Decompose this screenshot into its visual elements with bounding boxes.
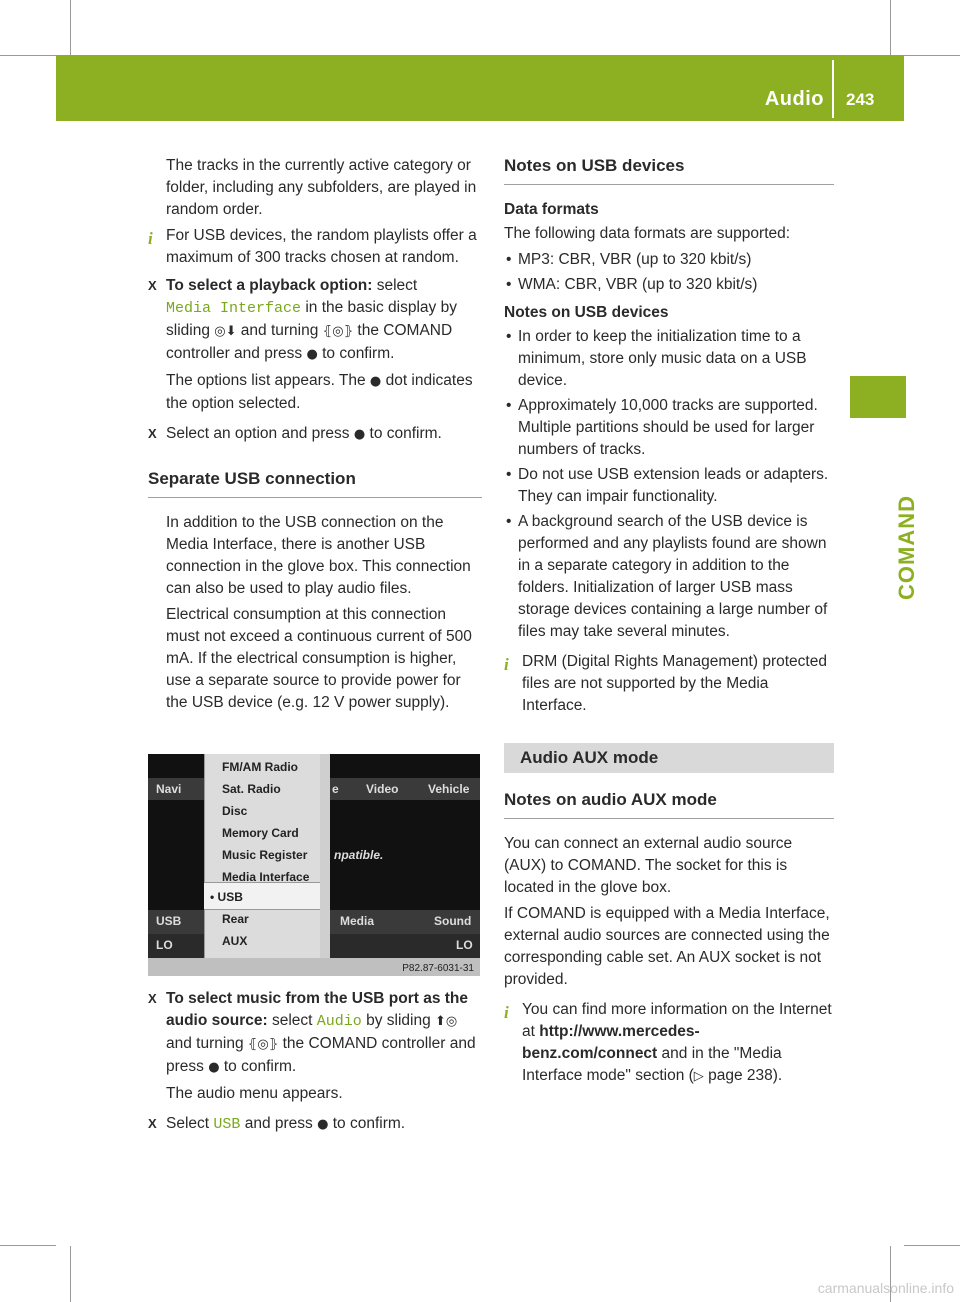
menu-term: USB [213, 1116, 241, 1133]
bullet-icon: • [506, 251, 512, 268]
info-icon: i [504, 1003, 509, 1022]
header-divider [832, 60, 834, 118]
arrow-icon: X [148, 426, 157, 441]
image-code: P82.87-6031-31 [402, 963, 474, 974]
left-column-bottom [148, 988, 482, 1140]
step-item [148, 275, 482, 415]
result-text: The audio menu appears. [166, 1085, 343, 1102]
step-text: select [267, 1012, 317, 1029]
screen-menu-item: Disc [222, 804, 248, 818]
step-text: the COMAND controller and press [166, 322, 453, 362]
info-text: For USB devices, the random playlists offer a maximum of 300 tracks chosen at random. [166, 227, 477, 266]
crop-mark [904, 1245, 960, 1246]
turn-controller-icon: ⦃◎⦄ [322, 324, 354, 339]
menu-term: Media Interface [166, 300, 302, 317]
info-text: You can find more information on the Internet at [522, 1001, 832, 1040]
press-controller-icon: ● [353, 427, 366, 442]
crop-mark [904, 55, 960, 56]
subheading: Data formats [504, 201, 599, 218]
crop-mark [70, 0, 71, 55]
section-heading: Notes on audio AUX mode [504, 789, 834, 819]
screen-menu-item: Rear [222, 912, 249, 926]
step-item [148, 423, 482, 446]
page-number: 243 [846, 90, 875, 109]
list-item [506, 511, 834, 643]
crop-mark [890, 0, 891, 55]
step-text: in the basic display by sliding [166, 299, 457, 339]
step-text: by sliding [361, 1012, 435, 1029]
press-controller-icon: ● [317, 1117, 329, 1132]
left-column [148, 155, 482, 718]
info-icon: i [504, 655, 509, 674]
screen-tab-media: Media [340, 914, 375, 928]
paragraph: The tracks in the currently active category or folder, including any subfolders, are played in random order. [166, 157, 477, 218]
side-tab [850, 376, 906, 418]
slide-up-icon: ⬆◎ [435, 1014, 458, 1029]
list-item [506, 464, 834, 508]
list-item-text: WMA: CBR, VBR (up to 320 kbit/s) [518, 276, 758, 293]
list-item-text: MP3: CBR, VBR (up to 320 kbit/s) [518, 251, 752, 268]
crop-mark [0, 1245, 56, 1246]
step-text: and turning [236, 322, 323, 339]
info-text: and in the "Media Interface mode" section ( [522, 1045, 782, 1084]
step-text: to confirm. [317, 345, 395, 362]
paragraph: If COMAND is equipped with a Media Interface, external audio sources are connected using the corresponding cable set. An AUX socket is not provided. [504, 905, 830, 988]
screen-menu-item: Music Register [222, 848, 308, 862]
screen-menu-item: FM/AM Radio [222, 760, 298, 774]
step-item [148, 1113, 482, 1136]
press-controller-icon: ● [208, 1060, 220, 1075]
step-text: select [372, 277, 418, 294]
screen-tab-usb: USB [156, 914, 182, 928]
bullet-icon: • [506, 397, 512, 414]
paragraph: In addition to the USB connection on the Media Interface, there is another USB connection in the glove box. This connection can also be used to play audio files. [166, 514, 471, 597]
section-heading: Notes on USB devices [504, 155, 834, 185]
watermark: carmanualsonline.info [817, 1280, 954, 1296]
step-text: to confirm. [365, 425, 442, 442]
list-item [506, 395, 834, 461]
screen-tab-video: Video [366, 782, 399, 796]
list-item [506, 326, 834, 392]
step-text: Select [166, 1115, 214, 1132]
screen-scrollbar [320, 754, 330, 958]
crop-mark [0, 55, 56, 56]
menu-term: Audio [316, 1013, 362, 1030]
list-item [506, 274, 834, 296]
side-tab-label: COMAND [894, 495, 919, 600]
screen-menu-item: Media Interface [222, 870, 310, 884]
step-item [148, 988, 482, 1105]
step-label: To select music from the USB port as the audio source: [166, 990, 469, 1029]
arrow-icon: X [148, 1116, 157, 1131]
chapter-heading: Audio AUX mode [504, 743, 834, 773]
screen-menu-item: • USB [210, 890, 243, 904]
arrow-icon: X [148, 991, 157, 1006]
screen-menu-item: Memory Card [222, 826, 299, 840]
list-item-text: Do not use USB extension leads or adapters. They can impair functionality. [518, 466, 829, 505]
paragraph: You can connect an external audio source (AUX) to COMAND. The socket for this is located in the glove box. [504, 835, 793, 896]
step-label: To select a playback option: [166, 277, 373, 294]
turn-controller-icon: ⦃◎⦄ [247, 1037, 279, 1052]
list-item-text: In order to keep the initialization time to a minimum, store only music data on a USB device. [518, 328, 807, 389]
screen-message: npatible. [334, 848, 384, 862]
arrow-icon: X [148, 278, 157, 293]
info-note [504, 999, 834, 1088]
subheading: Notes on USB devices [504, 304, 669, 321]
paragraph: Electrical consumption at this connection must not exceed a continuous current of 500 mA. If the electrical consumption is higher, use a separate source to provide power for the USB device (e.g. 12 V power supply). [166, 606, 472, 711]
step-text: Select an option and press [166, 425, 354, 442]
info-text: page 238). [703, 1067, 783, 1084]
result-text: dot indicates the option selected. [166, 372, 473, 412]
bullet-icon: • [506, 513, 512, 530]
comand-screen-image [148, 754, 480, 976]
result-text: The options list appears. The [166, 372, 370, 389]
screen-label-lo: LO [156, 938, 173, 952]
slide-down-icon: ◎⬇ [214, 324, 237, 339]
screen-tab-partial: e [332, 782, 339, 796]
crop-mark [70, 1246, 71, 1302]
screen-label-lo: LO [456, 938, 473, 952]
info-note [504, 651, 834, 717]
step-text: and press [240, 1115, 318, 1132]
press-controller-icon: ● [306, 347, 318, 362]
bullet-icon: • [506, 276, 512, 293]
page-ref-icon: ▷ [693, 1069, 704, 1084]
step-text: to confirm. [219, 1058, 297, 1075]
info-text: DRM (Digital Rights Management) protected files are not supported by the Media Interface. [522, 653, 827, 714]
section-heading: Separate USB connection [148, 468, 482, 498]
step-text: the COMAND controller and press [166, 1035, 476, 1075]
side-tab-label-wrap [850, 430, 919, 630]
list-item [506, 249, 834, 271]
step-text: to confirm. [328, 1115, 406, 1132]
bullet-icon: • [506, 328, 512, 345]
info-icon: i [148, 229, 153, 248]
right-column [504, 155, 834, 1094]
list-item-text: Approximately 10,000 tracks are supported. Multiple partitions should be used for larger numbers of tracks. [518, 397, 818, 458]
step-text: and turning [166, 1035, 248, 1052]
paragraph: The following data formats are supported: [504, 225, 791, 242]
bullet-icon: • [506, 466, 512, 483]
list-item-text: A background search of the USB device is performed and any playlists found are shown in a separate category in addition to the folders. Initialization of larger USB mass storage devices containing a large number of files may take several minutes. [518, 513, 828, 640]
screen-menu-item: Sat. Radio [222, 782, 281, 796]
screen-tab-navi: Navi [156, 782, 182, 796]
screen-tab-sound: Sound [434, 914, 472, 928]
web-link[interactable]: http://www.mercedes-benz.com/connect [522, 1023, 700, 1062]
screen-menu-item: AUX [222, 934, 248, 948]
info-note [148, 225, 482, 269]
section-title: Audio [764, 88, 824, 110]
screen-tab-vehicle: Vehicle [428, 782, 470, 796]
dot-icon: ● [369, 374, 382, 389]
